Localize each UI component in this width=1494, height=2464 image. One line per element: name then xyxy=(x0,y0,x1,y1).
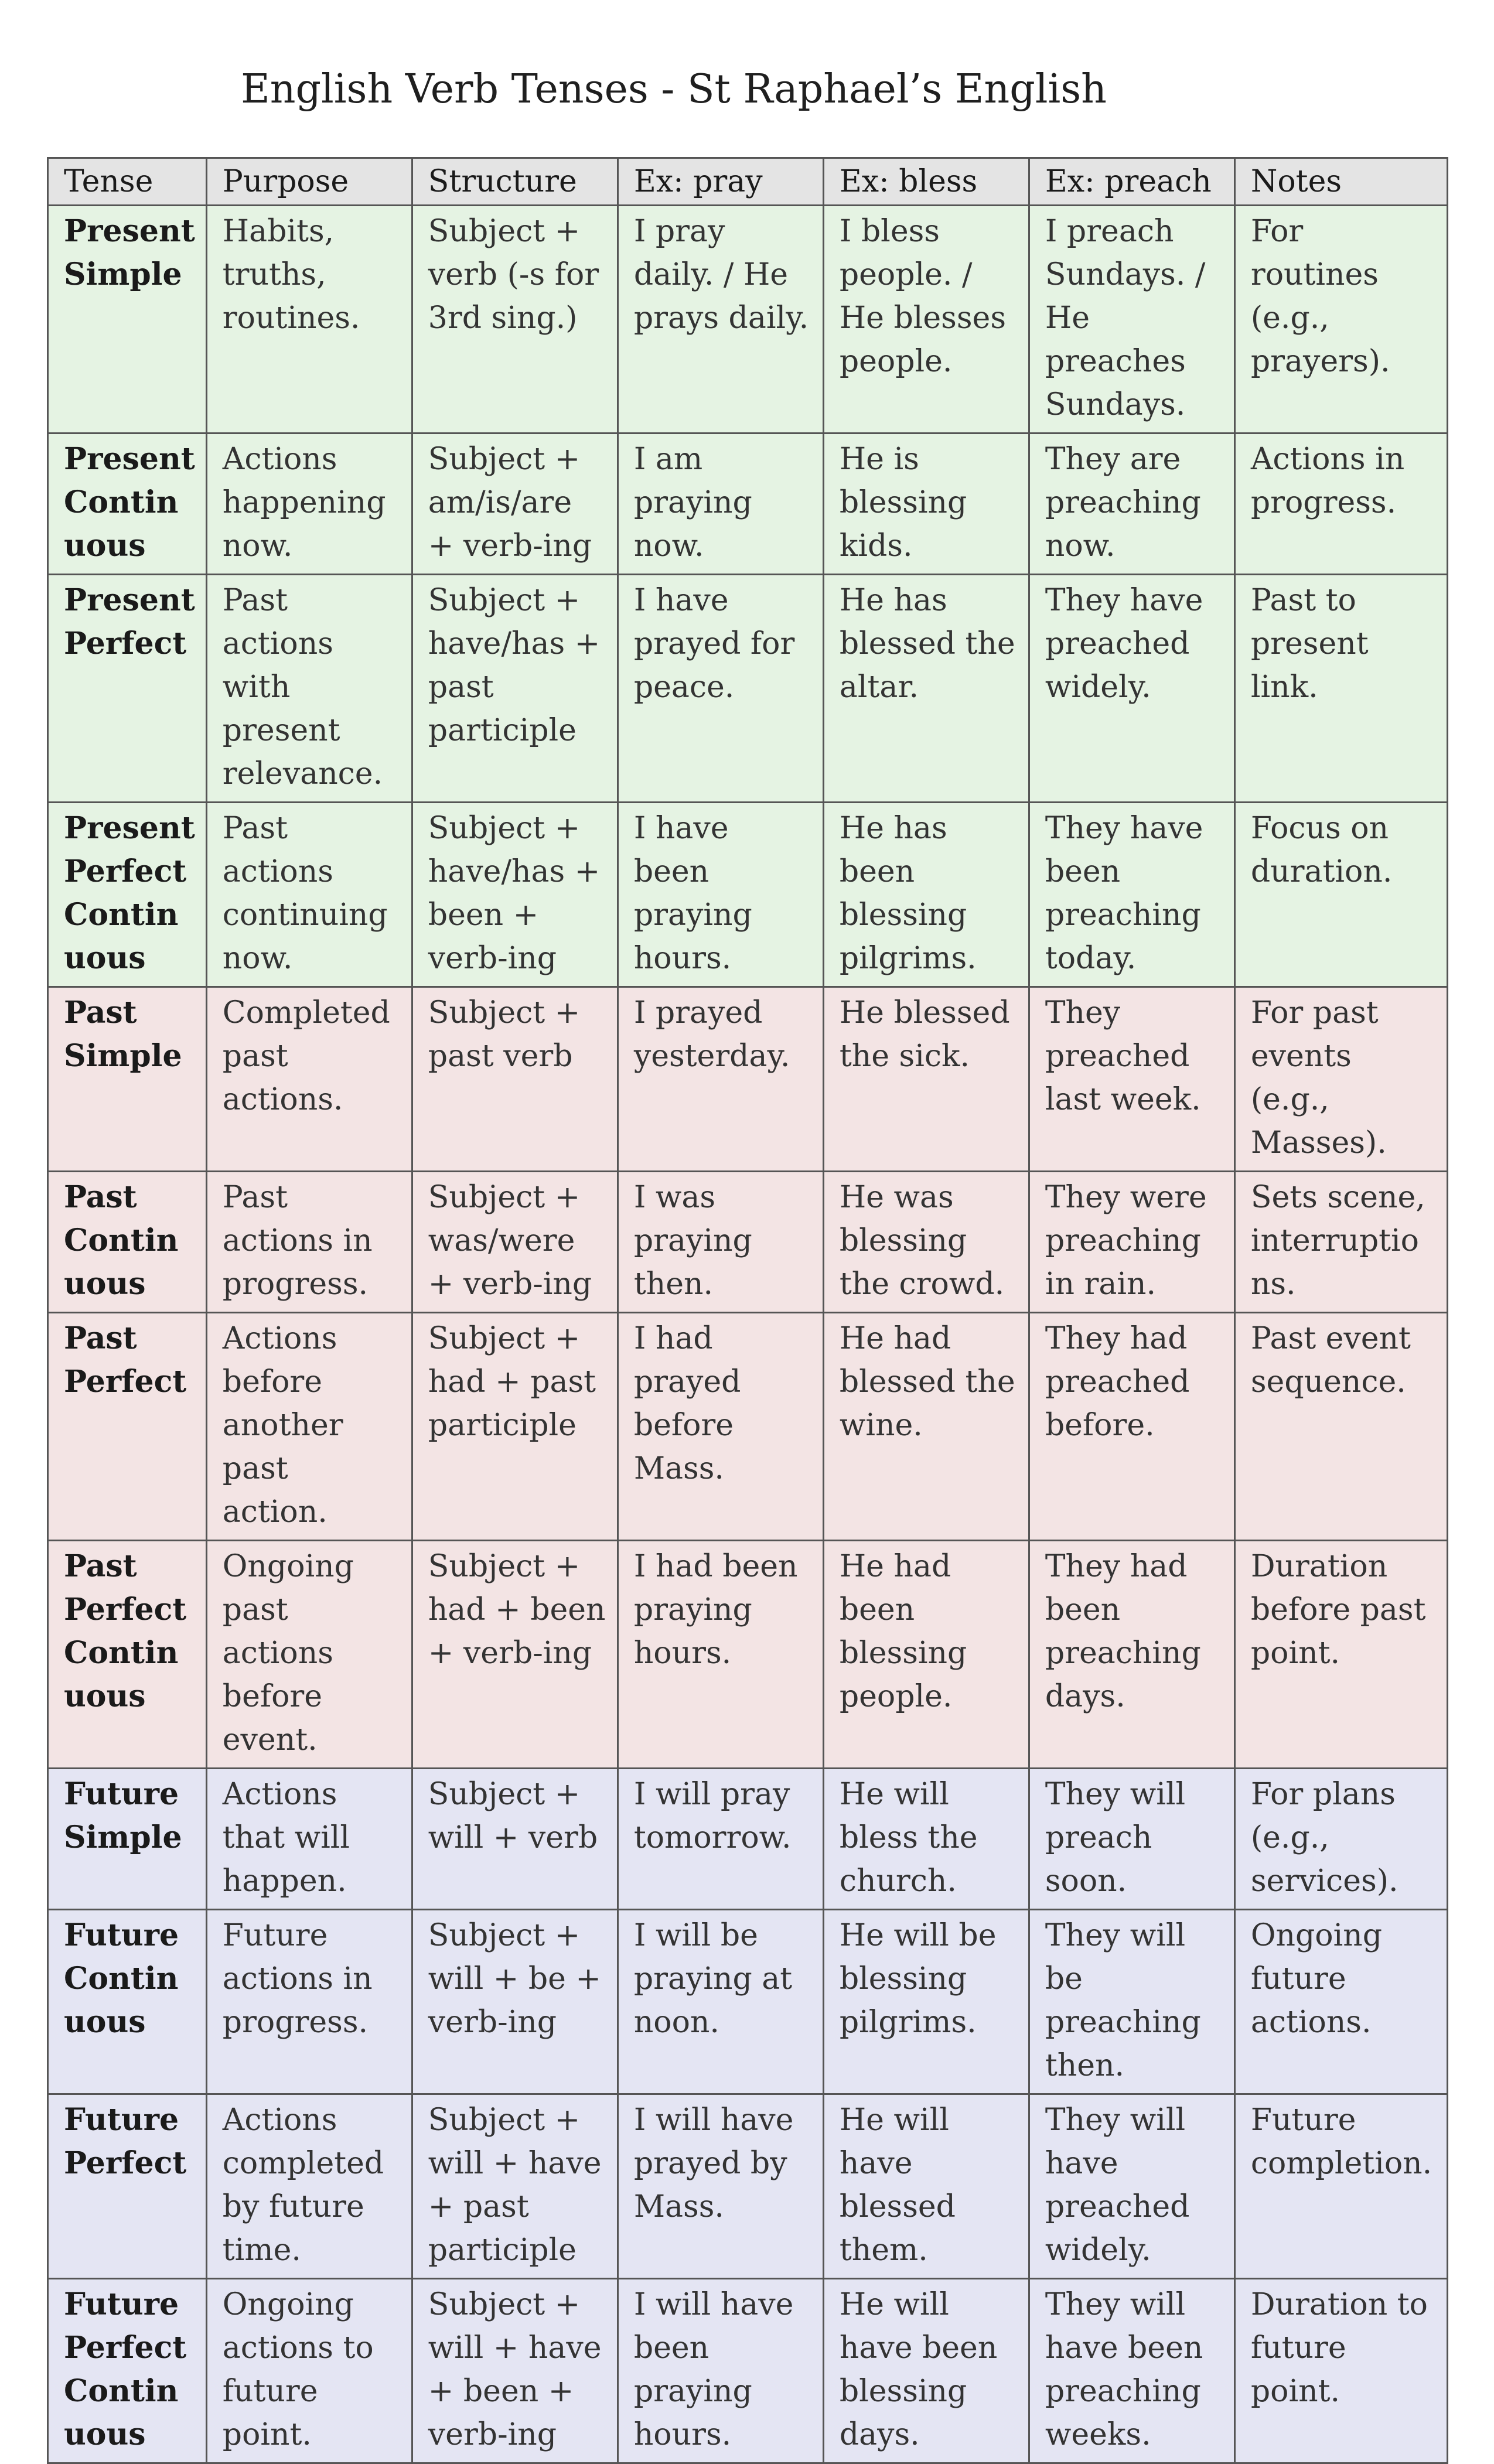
example-preach-cell: They will have been preaching weeks. xyxy=(1029,2279,1234,2463)
tense-name: Present Perfect xyxy=(48,575,207,803)
header-structure: Structure xyxy=(412,158,618,206)
example-pray-cell: I will be praying at noon. xyxy=(618,1910,823,2094)
header-tense: Tense xyxy=(48,158,207,206)
table-row xyxy=(48,575,1448,803)
structure-cell: Subject + had + past participle xyxy=(412,1313,618,1541)
example-bless-cell: He has been blessing pilgrims. xyxy=(823,803,1029,987)
tense-name: Future Simple xyxy=(48,1769,207,1910)
example-pray-cell: I prayed yesterday. xyxy=(618,987,823,1172)
table-row xyxy=(48,803,1448,987)
tense-name: Past Perfect xyxy=(48,1313,207,1541)
tense-name: Present Simple xyxy=(48,206,207,434)
structure-cell: Subject + past verb xyxy=(412,987,618,1172)
purpose-cell: Habits, truths, routines. xyxy=(206,206,412,434)
example-bless-cell: I bless people. / He blesses people. xyxy=(823,206,1029,434)
example-preach-cell: They will preach soon. xyxy=(1029,1769,1234,1910)
notes-cell: Actions in progress. xyxy=(1234,434,1447,575)
purpose-cell: Actions that will happen. xyxy=(206,1769,412,1910)
purpose-cell: Past actions with present relevance. xyxy=(206,575,412,803)
tense-name: Future Perfect Continuous xyxy=(48,2279,207,2463)
example-preach-cell: They had preached before. xyxy=(1029,1313,1234,1541)
example-pray-cell: I have prayed for peace. xyxy=(618,575,823,803)
header-ex-preach: Ex: preach xyxy=(1029,158,1234,206)
structure-cell: Subject + will + have + been + verb-ing xyxy=(412,2279,618,2463)
verb-tenses-table xyxy=(47,157,1448,2464)
purpose-cell: Past actions in progress. xyxy=(206,1172,412,1313)
structure-cell: Subject + will + verb xyxy=(412,1769,618,1910)
example-preach-cell: They have preached widely. xyxy=(1029,575,1234,803)
structure-cell: Subject + verb (-s for 3rd sing.) xyxy=(412,206,618,434)
table-row xyxy=(48,1769,1448,1910)
example-bless-cell: He is blessing kids. xyxy=(823,434,1029,575)
tense-name: Future Perfect xyxy=(48,2094,207,2279)
structure-cell: Subject + had + been + verb-ing xyxy=(412,1541,618,1769)
purpose-cell: Actions completed by future time. xyxy=(206,2094,412,2279)
purpose-cell: Actions happening now. xyxy=(206,434,412,575)
example-pray-cell: I will pray tomorrow. xyxy=(618,1769,823,1910)
example-bless-cell: He was blessing the crowd. xyxy=(823,1172,1029,1313)
purpose-cell: Ongoing actions to future point. xyxy=(206,2279,412,2463)
example-pray-cell: I had prayed before Mass. xyxy=(618,1313,823,1541)
tense-name: Past Perfect Continuous xyxy=(48,1541,207,1769)
example-preach-cell: They have been preaching today. xyxy=(1029,803,1234,987)
table-row xyxy=(48,2279,1448,2463)
example-pray-cell: I was praying then. xyxy=(618,1172,823,1313)
example-pray-cell: I pray daily. / He prays daily. xyxy=(618,206,823,434)
table-row xyxy=(48,1910,1448,2094)
structure-cell: Subject + will + be + verb-ing xyxy=(412,1910,618,2094)
example-preach-cell: They preached last week. xyxy=(1029,987,1234,1172)
example-bless-cell: He had been blessing people. xyxy=(823,1541,1029,1769)
structure-cell: Subject + will + have + past participle xyxy=(412,2094,618,2279)
notes-cell: Past to present link. xyxy=(1234,575,1447,803)
header-row xyxy=(48,158,1448,206)
purpose-cell: Actions before another past action. xyxy=(206,1313,412,1541)
table-row xyxy=(48,2094,1448,2279)
notes-cell: Past event sequence. xyxy=(1234,1313,1447,1541)
table-row xyxy=(48,434,1448,575)
header-ex-pray: Ex: pray xyxy=(618,158,823,206)
example-bless-cell: He will be blessing pilgrims. xyxy=(823,1910,1029,2094)
notes-cell: Focus on duration. xyxy=(1234,803,1447,987)
notes-cell: For routines (e.g., prayers). xyxy=(1234,206,1447,434)
structure-cell: Subject + am/is/are + verb-ing xyxy=(412,434,618,575)
table-body xyxy=(48,206,1448,2463)
example-bless-cell: He will bless the church. xyxy=(823,1769,1029,1910)
purpose-cell: Past actions continuing now. xyxy=(206,803,412,987)
purpose-cell: Future actions in progress. xyxy=(206,1910,412,2094)
example-preach-cell: They will be preaching then. xyxy=(1029,1910,1234,2094)
example-pray-cell: I will have prayed by Mass. xyxy=(618,2094,823,2279)
page-title: English Verb Tenses - St Raphael’s English xyxy=(241,66,1107,112)
table-row xyxy=(48,987,1448,1172)
example-preach-cell: They were preaching in rain. xyxy=(1029,1172,1234,1313)
tense-name: Present Continuous xyxy=(48,434,207,575)
table-row xyxy=(48,1541,1448,1769)
notes-cell: Duration before past point. xyxy=(1234,1541,1447,1769)
header-notes: Notes xyxy=(1234,158,1447,206)
tense-name: Past Continuous xyxy=(48,1172,207,1313)
example-bless-cell: He will have been blessing days. xyxy=(823,2279,1029,2463)
table-row xyxy=(48,1313,1448,1541)
notes-cell: Ongoing future actions. xyxy=(1234,1910,1447,2094)
example-bless-cell: He blessed the sick. xyxy=(823,987,1029,1172)
example-pray-cell: I have been praying hours. xyxy=(618,803,823,987)
example-pray-cell: I am praying now. xyxy=(618,434,823,575)
example-pray-cell: I will have been praying hours. xyxy=(618,2279,823,2463)
tense-name: Present Perfect Continuous xyxy=(48,803,207,987)
example-bless-cell: He will have blessed them. xyxy=(823,2094,1029,2279)
header-purpose: Purpose xyxy=(206,158,412,206)
notes-cell: For past events (e.g., Masses). xyxy=(1234,987,1447,1172)
structure-cell: Subject + was/were + verb-ing xyxy=(412,1172,618,1313)
example-preach-cell: They are preaching now. xyxy=(1029,434,1234,575)
notes-cell: Future completion. xyxy=(1234,2094,1447,2279)
structure-cell: Subject + have/has + been + verb-ing xyxy=(412,803,618,987)
example-preach-cell: I preach Sundays. / He preaches Sundays. xyxy=(1029,206,1234,434)
table-row xyxy=(48,206,1448,434)
purpose-cell: Ongoing past actions before event. xyxy=(206,1541,412,1769)
example-bless-cell: He has blessed the altar. xyxy=(823,575,1029,803)
structure-cell: Subject + have/has + past participle xyxy=(412,575,618,803)
notes-cell: For plans (e.g., services). xyxy=(1234,1769,1447,1910)
tense-name: Past Simple xyxy=(48,987,207,1172)
example-preach-cell: They will have preached widely. xyxy=(1029,2094,1234,2279)
example-pray-cell: I had been praying hours. xyxy=(618,1541,823,1769)
purpose-cell: Completed past actions. xyxy=(206,987,412,1172)
table-row xyxy=(48,1172,1448,1313)
table-header xyxy=(48,158,1448,206)
notes-cell: Duration to future point. xyxy=(1234,2279,1447,2463)
notes-cell: Sets scene, interruptions. xyxy=(1234,1172,1447,1313)
tense-name: Future Continuous xyxy=(48,1910,207,2094)
example-preach-cell: They had been preaching days. xyxy=(1029,1541,1234,1769)
example-bless-cell: He had blessed the wine. xyxy=(823,1313,1029,1541)
header-ex-bless: Ex: bless xyxy=(823,158,1029,206)
